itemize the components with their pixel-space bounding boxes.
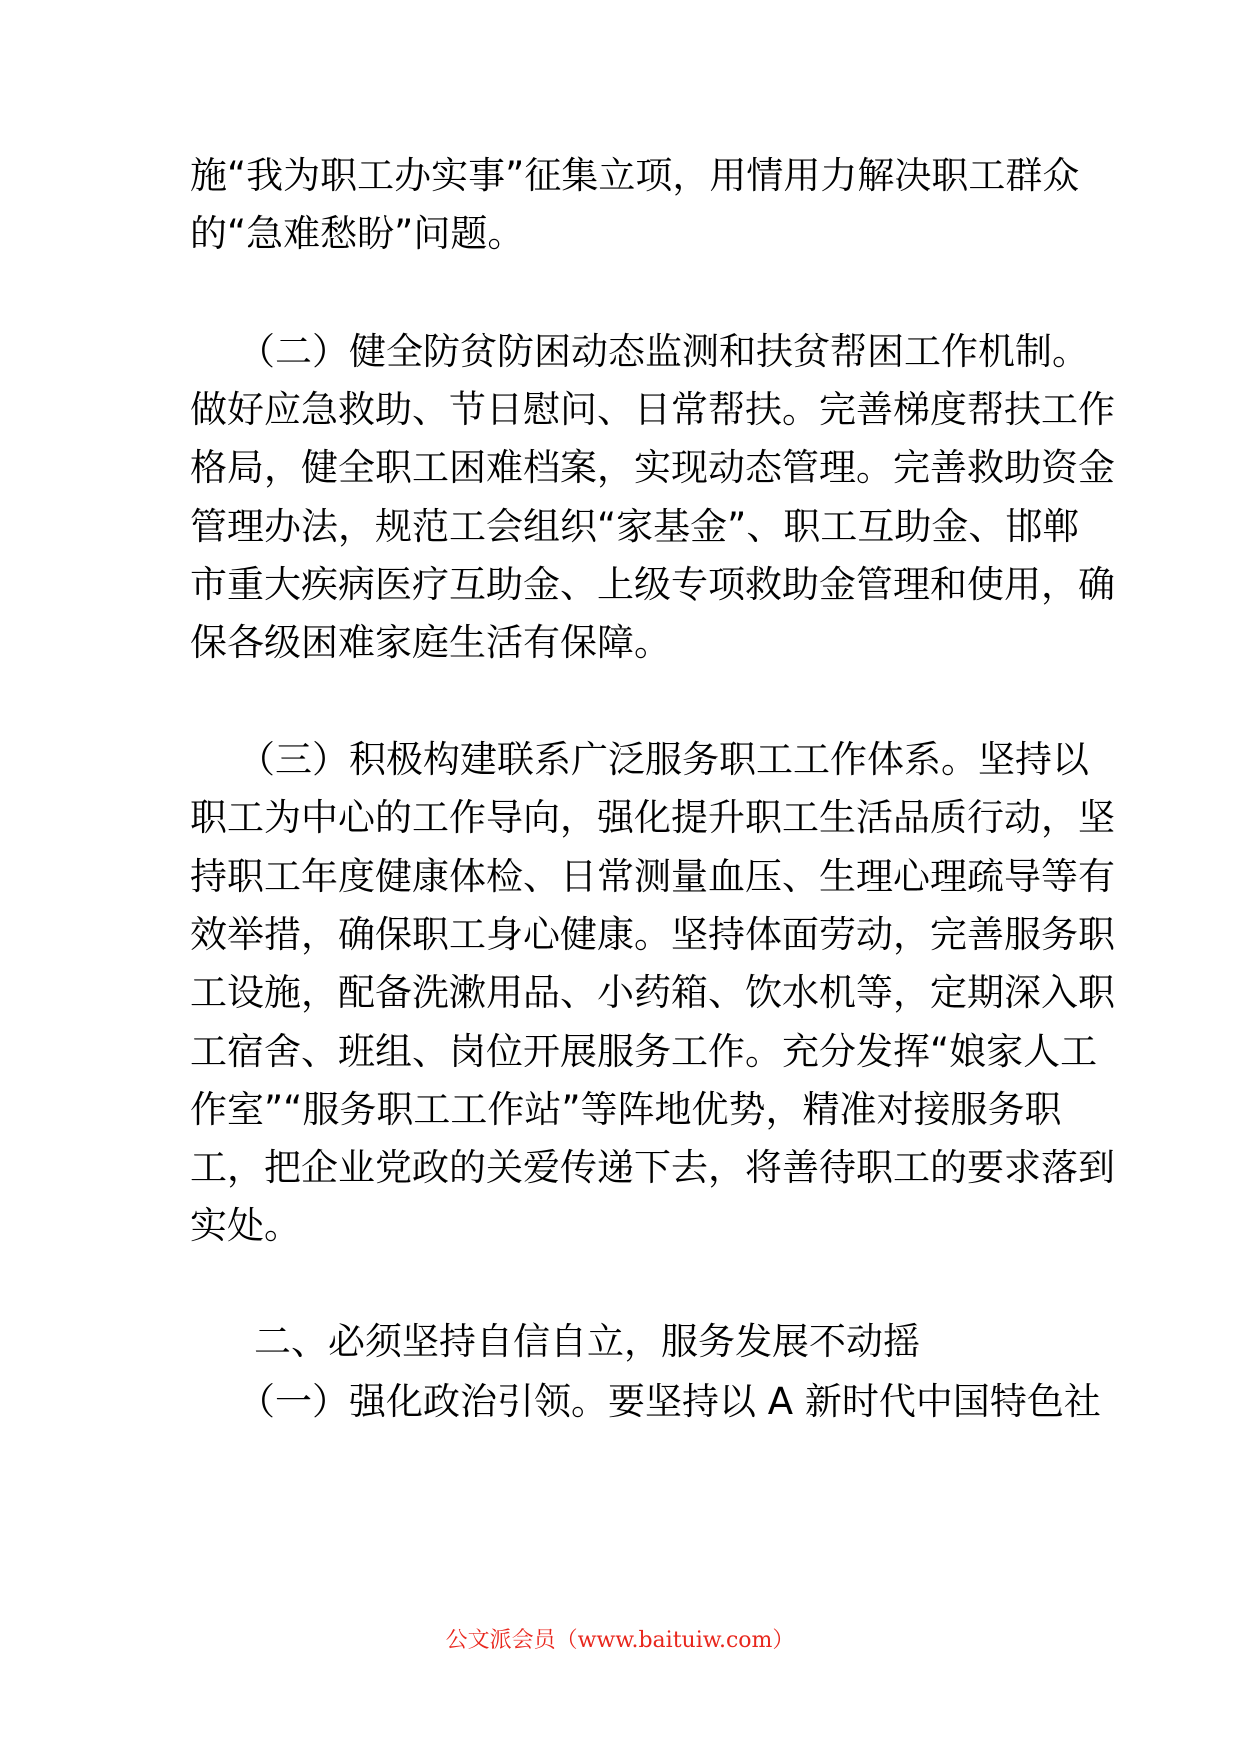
- watermark-footer: 公文派会员（www.baituiw.com）: [445, 1628, 795, 1653]
- section-heading-line: （二）健全防贫防困动态监测和扶贫帮困工作机制。: [238, 330, 1089, 373]
- chapter-heading-line: 二、必须坚持自信自立，服务发展不动摇: [254, 1320, 920, 1363]
- paragraph-line: 作室”“服务职工工作站”等阵地优势，精准对接服务职: [190, 1088, 1062, 1131]
- paragraph-line: 效举措，确保职工身心健康。坚持体面劳动，完善服务职: [190, 913, 1115, 956]
- paragraph-line: 工设施，配备洗漱用品、小药箱、饮水机等，定期深入职: [190, 971, 1115, 1014]
- paragraph-line: 工，把企业党政的关爱传递下去，将善待职工的要求落到: [190, 1146, 1115, 1189]
- paragraph-line: 职工为中心的工作导向，强化提升职工生活品质行动，坚: [190, 796, 1115, 839]
- paragraph-line: 持职工年度健康体检、日常测量血压、生理心理疏导等有: [190, 855, 1115, 898]
- paragraph-line: 市重大疾病医疗互助金、上级专项救助金管理和使用，确: [190, 563, 1115, 606]
- paragraph-line: 施“我为职工办实事”征集立项，用情用力解决职工群众: [190, 154, 1080, 197]
- section-heading-line: （三）积极构建联系广泛服务职工工作体系。坚持以: [238, 738, 1089, 781]
- paragraph-line: 管理办法，规范工会组织“家基金”、职工互助金、邯郸: [190, 505, 1080, 548]
- paragraph-line: 的“急难愁盼”问题。: [190, 212, 525, 255]
- paragraph-line: 工宿舍、班组、岗位开展服务工作。充分发挥“娘家人工: [190, 1030, 1098, 1073]
- section-heading-line: （一）强化政治引领。要坚持以 A 新时代中国特色社: [238, 1380, 1101, 1423]
- paragraph-line: 格局，健全职工困难档案，实现动态管理。完善救助资金: [190, 446, 1115, 489]
- paragraph-line: 保各级困难家庭生活有保障。: [190, 621, 671, 664]
- paragraph-line: 实处。: [190, 1204, 301, 1247]
- paragraph-line: 做好应急救助、节日慰问、日常帮扶。完善梯度帮扶工作: [190, 388, 1115, 431]
